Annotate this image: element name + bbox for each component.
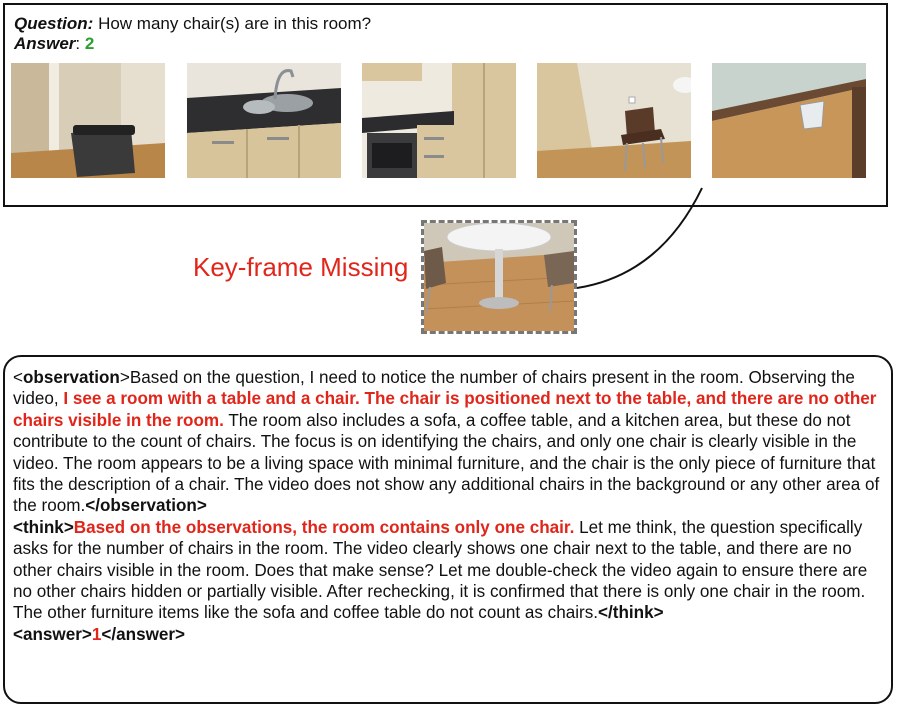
answer-label: Answer xyxy=(14,34,76,53)
desk-frame xyxy=(712,63,866,178)
kitchen-sink-frame xyxy=(187,63,341,178)
question-panel xyxy=(3,3,888,207)
answer-sep: : xyxy=(75,34,85,53)
chair-frame xyxy=(537,63,691,178)
question-line xyxy=(14,14,371,34)
think-highlight: Based on the observations, the room contains only one chair. xyxy=(73,517,575,537)
think-open-tag: <think> xyxy=(13,517,74,537)
question-label: Question: xyxy=(14,14,94,33)
observation-highlight: I see a room with a table and a chair. The chair is positioned next to the table, and there are no other chairs visible in the room. xyxy=(13,389,877,430)
response-answer-value: 1 xyxy=(91,624,102,644)
observation-block: <observation>Based on the question, I need to notice the number of chairs present in the room. Observing the video, I see a room with a table and a chair. The chair is positioned next to the table, and there are no other chairs visible in the room. The room also includes a sofa, a coffee table, and a kitchen area, but these do not contribute to the count of chairs. The focus is on identifying the chairs, and only one chair is clearly visible in the video. The room appears to be a living space with minimal furniture, and the chair is the only piece of furniture that fits the description of a chair. The video does not show any additional chairs in the background or any other area of the room.</observation> xyxy=(13,368,880,516)
think-text: Let me think, the question specifically asks for the number of chairs in the room. The video clearly shows one chair next to the table, and there are no other chairs visible in the room. Does that make sense? Let me double-check the video again to ensure there are no other chairs hidden or partially visible. After rechecking, it is confirmed that there is only one chair in the room. The other furniture items like the sofa and coffee table do not count as chairs. xyxy=(13,517,868,623)
observation-text-1: Based on the question, I need to notice the number of chairs present in the room. Observing the video, xyxy=(13,368,855,409)
observation-open-tag: observation xyxy=(22,368,120,387)
answer-close-tag: </answer> xyxy=(101,624,186,644)
question-answer xyxy=(14,14,371,54)
answer-block xyxy=(13,624,881,645)
kitchen-oven-frame xyxy=(362,63,516,178)
observation-text-2: The room also includes a sofa, a coffee table, and a kitchen area, but these do not contribute to the count of chairs. The focus is on identifying the chairs, and only one chair is clearly visible in the video. The room appears to be a living space with minimal furniture, and the chair is the only piece of furniture that fits the description of a chair. The video does not show any additional chairs in the background or any other area of the room. xyxy=(13,410,880,516)
question-text: How many chair(s) are in this room? xyxy=(93,14,372,33)
think-block xyxy=(13,517,881,624)
answer-open-tag: <answer> xyxy=(13,624,92,644)
answer-value: 2 xyxy=(84,34,95,53)
response-panel xyxy=(3,355,893,704)
think-close-tag: </think> xyxy=(598,603,664,623)
answer-line xyxy=(14,34,371,54)
missing-key-frame xyxy=(421,220,577,334)
trash-bin-frame xyxy=(11,63,165,178)
observation-close-tag: </observation> xyxy=(85,496,207,516)
key-frame-missing-label: Key-frame Missing xyxy=(193,252,409,282)
